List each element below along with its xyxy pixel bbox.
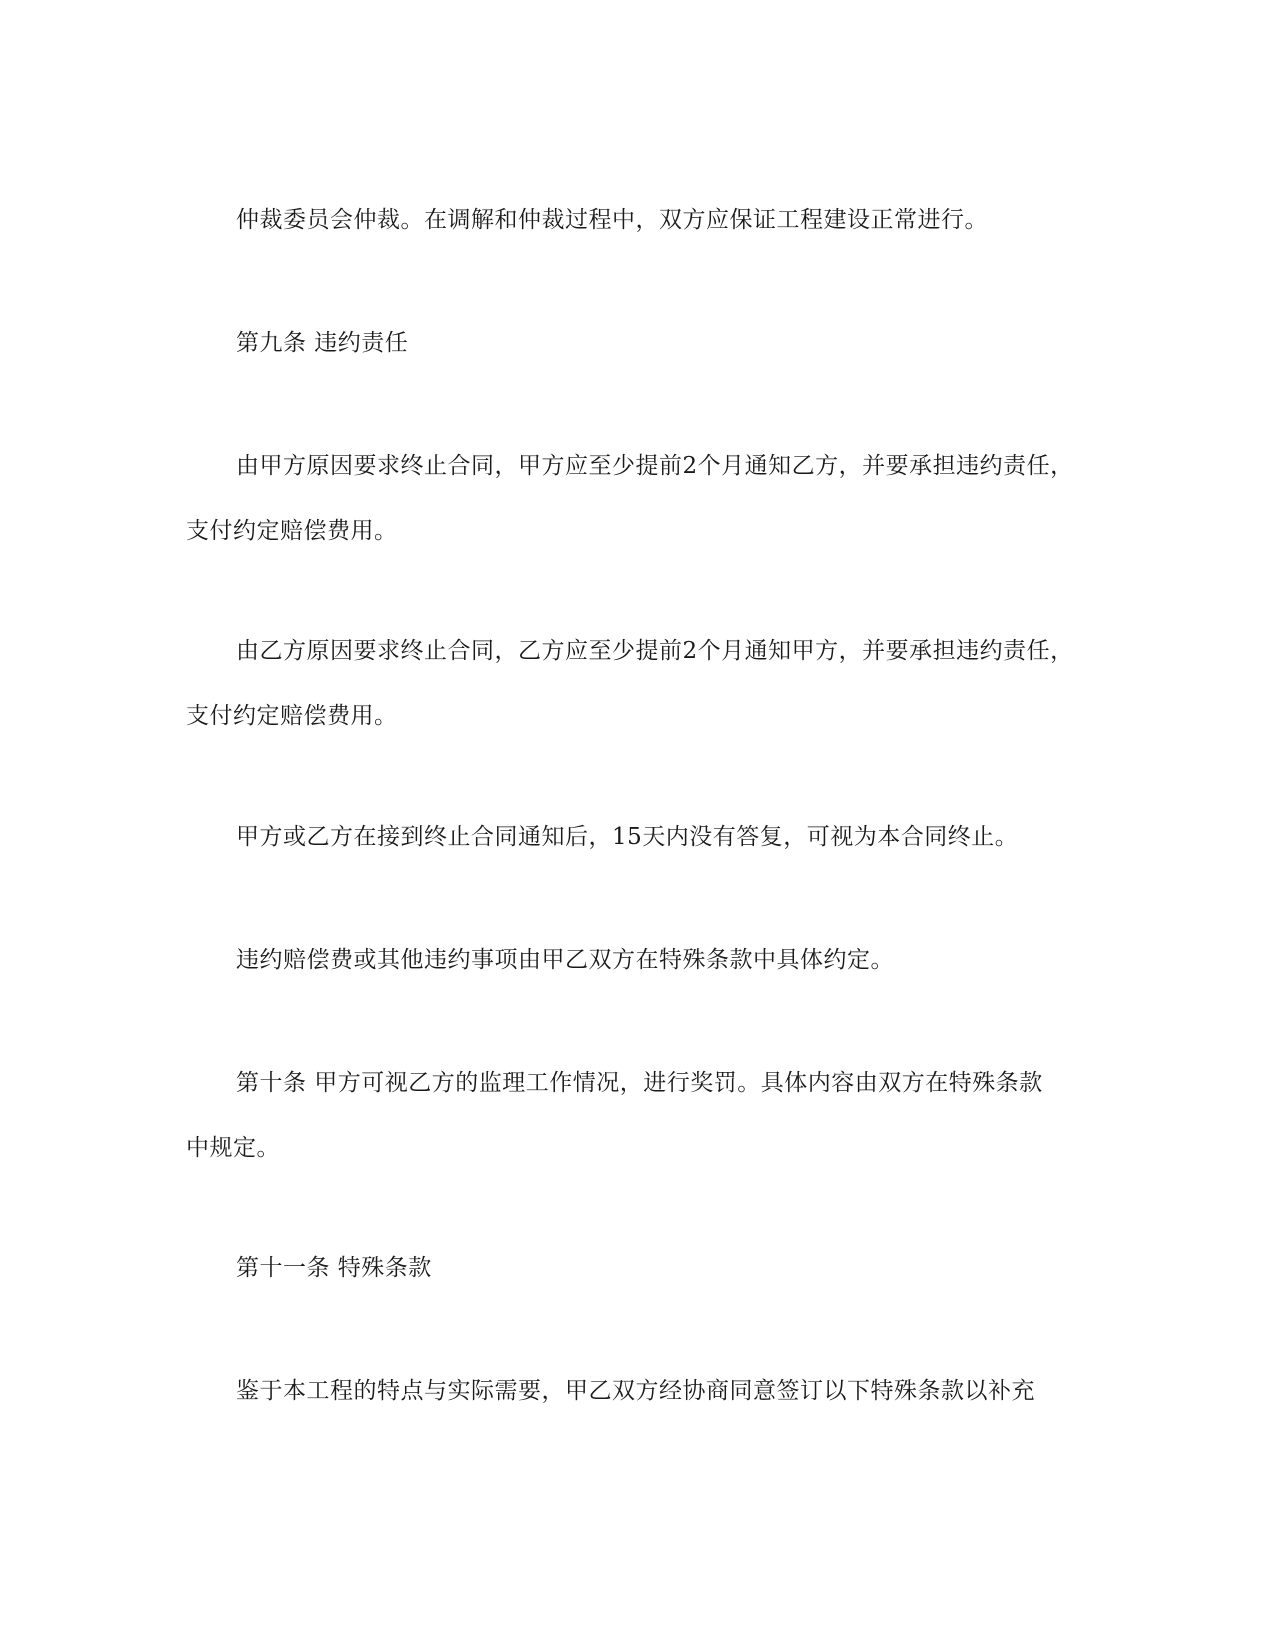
- paragraph-compensation: [186, 928, 1106, 993]
- paragraph-special-terms: [186, 1359, 1106, 1424]
- text-line: 支付约定赔偿费用。: [186, 703, 398, 729]
- text-line: 第九条 违约责任: [236, 330, 409, 356]
- text-line: 违约赔偿费或其他违约事项由甲乙双方在特殊条款中具体约定。: [236, 947, 894, 973]
- article-10-paragraph: [186, 1051, 1106, 1181]
- paragraph-party-b-termination: [186, 619, 1106, 749]
- article-9-heading: [186, 311, 1106, 376]
- text-line: 第十条 甲方可视乙方的监理工作情况，进行奖罚。具体内容由双方在特殊条款: [236, 1070, 1043, 1096]
- text-line: 鉴于本工程的特点与实际需要，甲乙双方经协商同意签订以下特殊条款以补充: [236, 1378, 1035, 1404]
- text-line: 仲裁委员会仲裁。在调解和仲裁过程中，双方应保证工程建设正常进行。: [236, 207, 988, 233]
- text-line: 中规定。: [186, 1135, 280, 1161]
- text-line: 由乙方原因要求终止合同，乙方应至少提前2个月通知甲方，并要承担违约责任，: [236, 638, 1074, 664]
- paragraph-party-a-termination: [186, 434, 1106, 564]
- paragraph-no-reply: [186, 805, 1106, 870]
- article-11-heading: [186, 1236, 1106, 1301]
- paragraph-arbitration: [186, 188, 1106, 253]
- text-line: 第十一条 特殊条款: [236, 1255, 432, 1281]
- text-line: 由甲方原因要求终止合同，甲方应至少提前2个月通知乙方，并要承担违约责任，: [236, 453, 1074, 479]
- text-line: 甲方或乙方在接到终止合同通知后，15天内没有答复，可视为本合同终止。: [236, 824, 1019, 850]
- text-line: 支付约定赔偿费用。: [186, 518, 398, 544]
